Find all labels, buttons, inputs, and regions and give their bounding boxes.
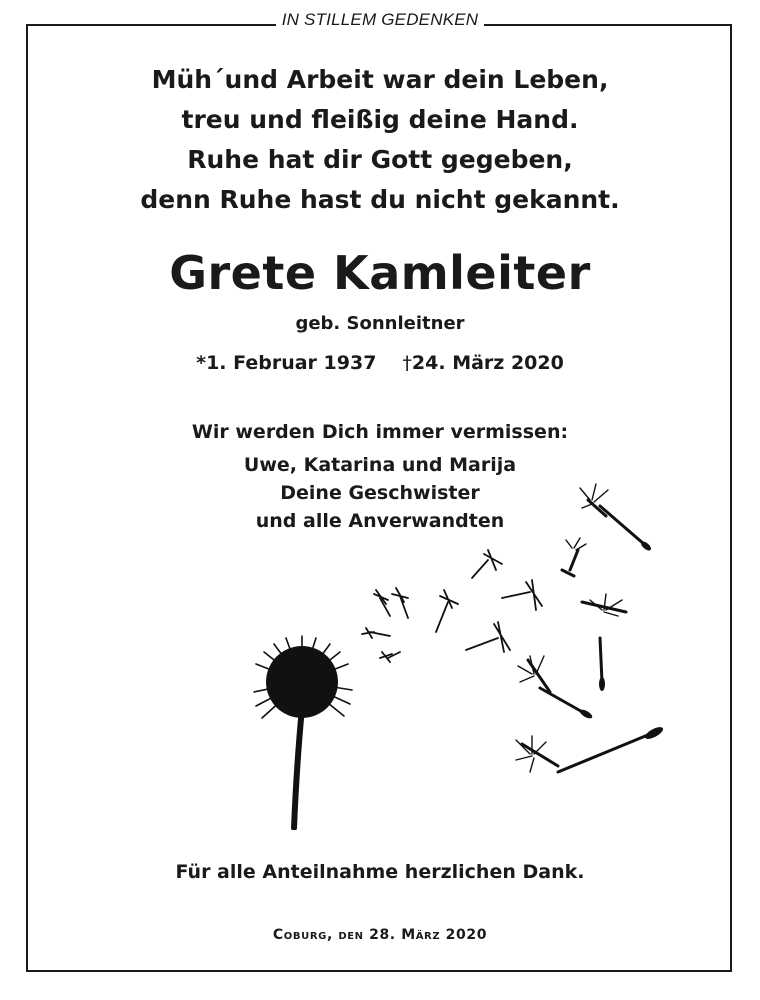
- life-dates: [0, 352, 760, 374]
- mourner-line: und alle Anverwandten: [255, 510, 505, 532]
- mourner-line: Deine Geschwister: [280, 482, 480, 504]
- mourners-intro: Wir werden Dich immer vermissen:: [191, 421, 569, 443]
- cross-icon: †: [402, 352, 412, 374]
- notice-header: [0, 10, 760, 30]
- birth-date: *1. Februar 1937: [196, 352, 377, 374]
- birth-name: geb. Sonnleitner: [295, 313, 465, 334]
- mourner-line: Uwe, Katarina und Marija: [243, 454, 517, 476]
- memorial-verse: [0, 60, 760, 220]
- notice-header-label: IN STILLEM GEDENKEN: [276, 10, 485, 29]
- death-date: 24. März 2020: [411, 352, 564, 374]
- verse-line: Müh´und Arbeit war dein Leben,: [151, 65, 609, 94]
- thanks-line: Für alle Anteilnahme herzlichen Dank.: [175, 861, 585, 883]
- deceased-name: Grete Kamleiter: [169, 246, 591, 300]
- place-date: Coburg, den 28. März 2020: [272, 927, 488, 943]
- verse-line: denn Ruhe hast du nicht gekannt.: [140, 185, 620, 214]
- dandelion-icon: [240, 460, 680, 830]
- verse-line: Ruhe hat dir Gott gegeben,: [187, 145, 573, 174]
- verse-line: treu und fleißig deine Hand.: [181, 105, 579, 134]
